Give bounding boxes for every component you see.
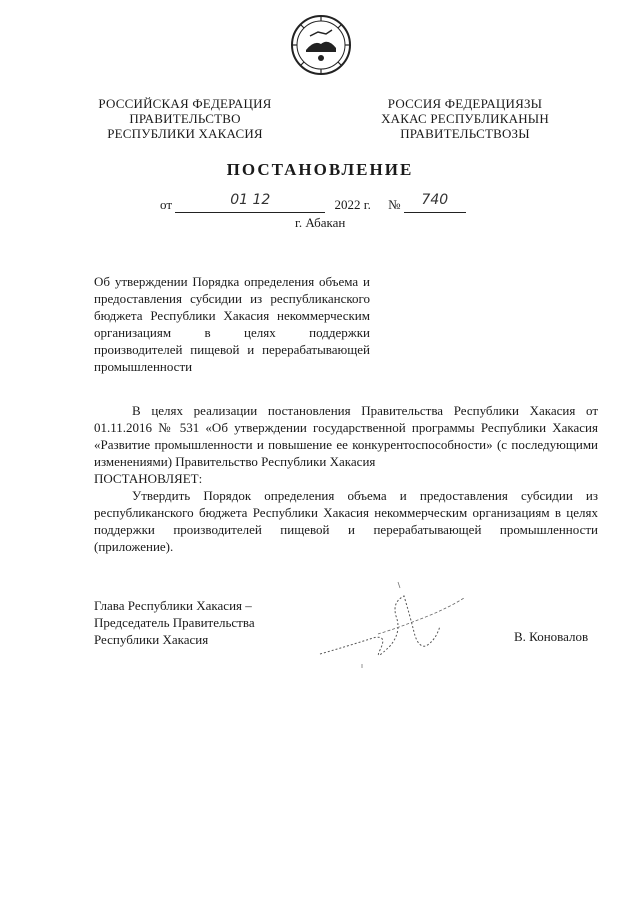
date-prefix: от xyxy=(160,197,173,212)
number-field xyxy=(404,192,466,213)
paragraph-2: Утвердить Порядок определения объема и предоставления субсидии из республиканского бюджета Республики Хакасия некоммерческим организациям в целях поддержки производителей пищевой и перерабатывающей промышленности (приложение). xyxy=(94,488,598,554)
date-field xyxy=(175,192,325,213)
date-line xyxy=(160,192,500,213)
header-right-line-3: ПРАВИТЕЛЬСТВОЗЫ xyxy=(400,126,530,141)
header-right-line-2: ХАКАС РЕСПУБЛИКАНЫН xyxy=(381,111,549,126)
city: г. Абакан xyxy=(295,215,346,230)
paragraph-1: В целях реализации постановления Правительства Республики Хакасия от 01.11.2016 № 531 «Об утверждении государственной программы Республики Хакасия «Развитие промышленности и повышение ее конкурентоспособности» (с последующими изменениями) Правительство Республики Хакасия xyxy=(94,403,598,469)
header-left xyxy=(80,96,290,141)
signatory-title-line-3: Республики Хакасия xyxy=(94,632,209,647)
header-right xyxy=(360,96,570,141)
header-left-line-3: РЕСПУБЛИКИ ХАКАСИЯ xyxy=(107,126,263,141)
signatory-name: В. Коновалов xyxy=(514,629,589,644)
subject: Об утверждении Порядка определения объема и предоставления субсидии из республиканского бюджета Республики Хакасия некоммерческим организациям в целях поддержки производителей пищевой и перерабатывающей промышленности xyxy=(94,274,370,374)
date-handwritten: 01 12 xyxy=(230,192,271,208)
document-body xyxy=(94,402,598,555)
decree-word: ПОСТАНОВЛЯЕТ: xyxy=(94,471,203,486)
number-handwritten: 740 xyxy=(421,192,449,208)
signatory-title-line-1: Глава Республики Хакасия – xyxy=(94,598,252,613)
signatory-title xyxy=(94,597,255,648)
header-left-line-2: ПРАВИТЕЛЬСТВО xyxy=(129,111,241,126)
header-left-line-1: РОССИЙСКАЯ ФЕДЕРАЦИЯ xyxy=(98,96,272,111)
emblem-icon xyxy=(290,14,352,76)
document-title: ПОСТАНОВЛЕНИЕ xyxy=(226,160,414,179)
signatory-title-line-2: Председатель Правительства xyxy=(94,615,255,630)
date-year: 2022 г. xyxy=(334,197,371,212)
handwritten-signature xyxy=(318,576,468,676)
header-right-line-1: РОССИЯ ФЕДЕРАЦИЯЗЫ xyxy=(387,96,543,111)
number-sign: № xyxy=(388,197,401,212)
